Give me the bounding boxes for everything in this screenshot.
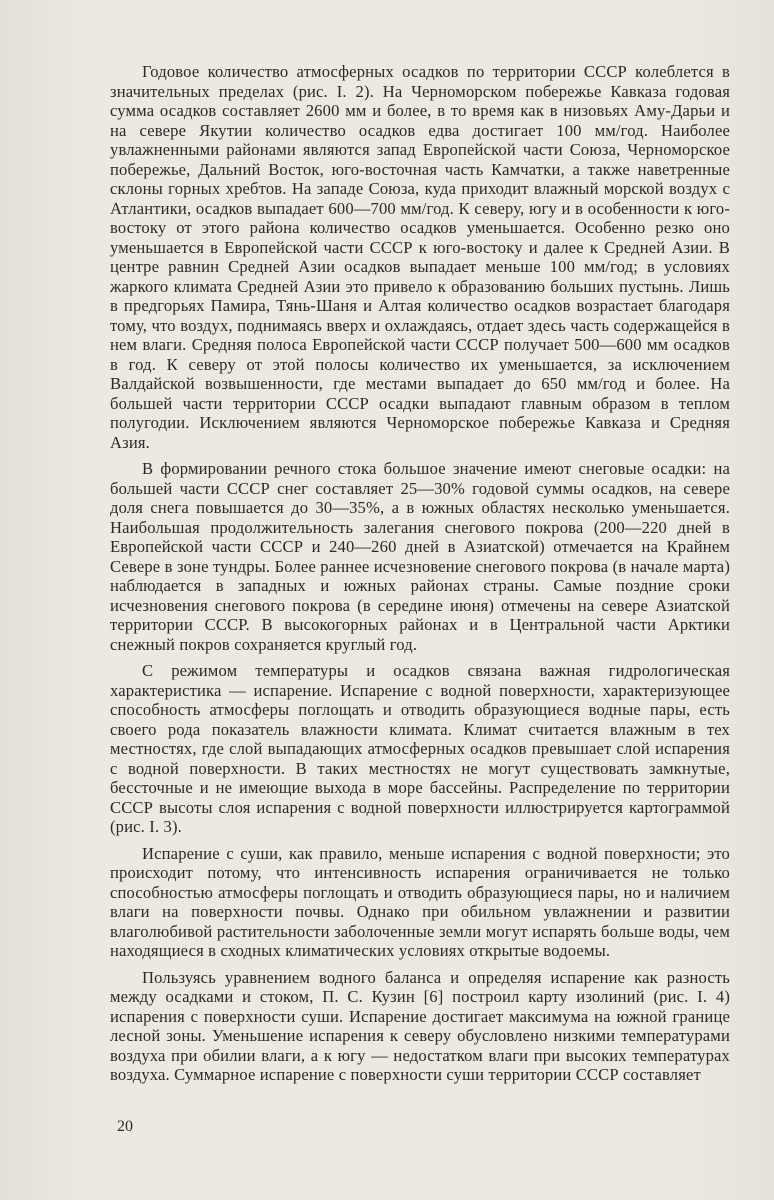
paragraph-water-balance: Пользуясь уравнением водного баланса и определяя испарение как разность между осадками и стоком, П. С. Кузин [6] построил карту изолиний (рис. I. 4) испарения с поверхности суши. Испарение достигает максимума на южной границе лесной зоны. Уменьшение испарения к северу обусловлено низкими температурами воздуха при обилии влаги, а к югу — недостатком влаги при высоких температурах воздуха. Суммарное испарение с поверхности суши территории СССР составляет — [110, 967, 730, 1084]
page-number: 20 — [117, 1118, 133, 1135]
paragraph-precipitation: Годовое количество атмосферных осадков по территории СССР колеблется в значительных пределах (рис. I. 2). На Черноморском побережье Кавказа годовая сумма осадков составляет 2600 мм и более, в то время как в низовьях Аму-Дарьи и на севере Якутии количество осадков едва достигает 100 мм/год. Наиболее увлажненными районами являются запад Европейской части Союза, Черноморское побережье, Дальний Восток, юго-восточная часть Камчатки, а также наветренные склоны горных хребтов. На западе Союза, куда приходит влажный морской воздух с Атлантики, осадков выпадает 600—700 мм/год. К северу, югу и в особенности к юго-востоку от этого района количество осадков уменьшается. Особенно резко оно уменьшается в Европейской части СССР к юго-востоку и далее к Средней Азии. В центре равнин Средней Азии осадков выпадает меньше 100 мм/год; в условиях жаркого климата Средней Азии это привело к образованию больших пустынь. Лишь в предгорьях Памира, Тянь-Шаня и Алтая количество осадков возрастает благодаря тому, что воздух, поднимаясь вверх и охлаждаясь, отдает здесь часть содержащейся в нем влаги. Средняя полоса Европейской части СССР получает 500—600 мм осадков в год. К северу от этой полосы количество их уменьшается, за исключением Валдайской возвышенности, где местами выпадает до 650 мм/год и более. На большей части территории СССР осадки выпадают главным образом в теплом полугодии. Исключением являются Черноморское побережье Кавказа и Средняя Азия. — [110, 62, 730, 452]
paragraph-evaporation-water: С режимом температуры и осадков связана важная гидрологическая характеристика — испарение. Испарение с водной поверхности, характеризующее способность атмосферы поглощать и отводить образующиеся водные пары, есть своего рода показатель влажности климата. Климат считается влажным в тех местностях, где слой выпадающих атмосферных осадков превышает слой испарения с водной поверхности. В таких местностях не могут существовать замкнутые, бессточные и не имеющие выхода в море бассейны. Распределение по территории СССР высоты слоя испарения с водной поверхности иллюстрируется картограммой (рис. I. 3). — [110, 661, 730, 836]
paragraph-snow-cover: В формировании речного стока большое значение имеют снеговые осадки: на большей части СССР снег составляет 25—30% годовой суммы осадков, на севере доля снега повышается до 30—35%, а в южных областях несколько уменьшается. Наибольшая продолжительность залегания снегового покрова (200—220 дней в Европейской части СССР и 240—260 дней в Азиатской) отмечается на Крайнем Севере в зоне тундры. Более раннее исчезновение снегового покрова (в начале марта) наблюдается в западных и южных районах страны. Самые поздние сроки исчезновения снегового покрова (в середине июня) отмечены на севере Азиатской территории СССР. В высокогорных районах и в Центральной части Арктики снежный покров сохраняется круглый год. — [110, 459, 730, 654]
paragraph-evaporation-land: Испарение с суши, как правило, меньше испарения с водной поверхности; это происходит потому, что интенсивность испарения ограничивается не только способностью атмосферы поглощать и отводить образующиеся пары, но и наличием влаги на поверхности почвы. Однако при обильном увлажнении и развитии влаголюбивой растительности заболоченные земли могут испарять больше воды, чем находящиеся в сходных климатических условиях открытые водоемы. — [110, 843, 730, 960]
text-body — [110, 62, 730, 1085]
